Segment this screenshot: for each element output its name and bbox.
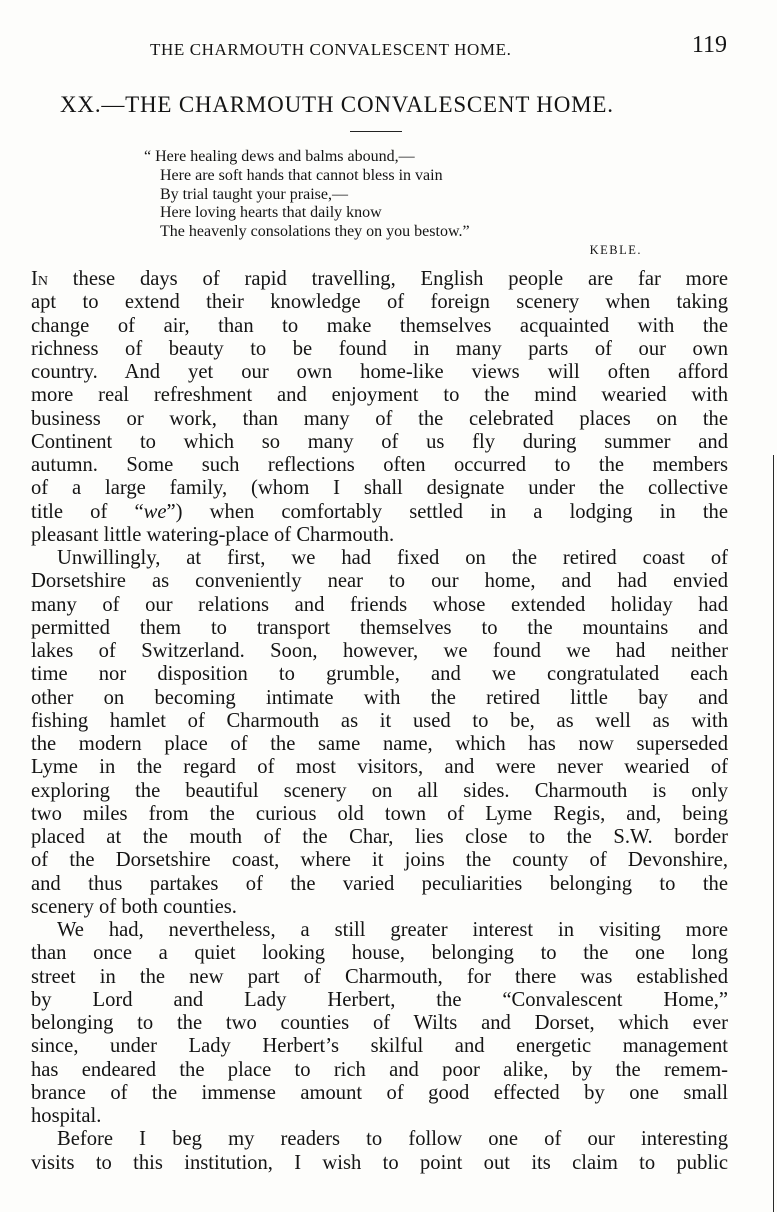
text-line: richness of beauty to be found in many parts of our own — [31, 337, 728, 360]
epigraph-line: “ Here healing dews and balms abound,— — [144, 148, 415, 165]
text-fragment: ”) when comfortably settled in a lodging in the — [166, 500, 728, 523]
text-line: hospital. — [31, 1105, 102, 1127]
text-line: many of our relations and friends whose extended holiday had — [31, 593, 728, 616]
text-line: than once a quiet looking house, belonging to the one long — [31, 942, 728, 965]
text-line: fishing hamlet of Charmouth as it used to be, as well as with — [31, 709, 728, 732]
epigraph-attribution: KEBLE. — [589, 242, 642, 257]
text-line: placed at the mouth of the Char, lies close to the S.W. border — [31, 826, 728, 848]
title-rule — [350, 131, 402, 132]
text-line: has endeared the place to rich and poor alike, by the remem- — [31, 1058, 728, 1081]
text-line: country. And yet our own home-like views will often afford — [31, 361, 728, 383]
text-line: Unwillingly, at first, we had fixed on the retired coast of — [57, 547, 728, 569]
text-line: more real refreshment and enjoyment to the mind wearied with — [31, 384, 728, 407]
text-line: Dorsetshire as conveniently near to our home, and had envied — [31, 570, 728, 593]
text-line: permitted them to transport themselves to the mountains and — [31, 616, 728, 639]
epigraph-line: The heavenly consolations they on you bestow.” — [160, 223, 470, 241]
text-line: Lyme in the regard of most visitors, and were never wearied of — [31, 756, 728, 779]
text-line: change of air, than to make themselves acquainted with the — [31, 314, 728, 337]
text-line: visits to this institution, I wish to point out its claim to public — [31, 1151, 728, 1174]
text-line: exploring the beautiful scenery on all sides. Charmouth is only — [31, 779, 728, 802]
text-line — [31, 268, 728, 291]
text-fragment: title of “ — [31, 500, 144, 523]
paragraph-3 — [31, 919, 728, 1128]
text-line: scenery of both counties. — [31, 895, 237, 918]
text-line: Continent to which so many of us fly during summer and — [31, 430, 728, 453]
text-line: lakes of Switzerland. Soon, however, we found we had neither — [31, 640, 728, 662]
opening-word: In — [31, 268, 48, 290]
text-line: two miles from the curious old town of Lyme Regis, and, being — [31, 802, 728, 825]
text-line: street in the new part of Charmouth, for there was established — [31, 965, 728, 988]
text-line: of the Dorsetshire coast, where it joins the county of Devonshire, — [31, 849, 728, 872]
text-line: of a large family, (whom I shall designate under the collective — [31, 477, 728, 500]
text-line: Before I beg my readers to follow one of our interesting — [57, 1128, 728, 1151]
text-line: by Lord and Lady Herbert, the “Convalescent Home,” — [31, 988, 728, 1011]
text-fragment: these days of rapid travelling, English people are far more — [47, 268, 728, 290]
italic-we: we — [143, 500, 167, 523]
page-edge — [773, 455, 774, 1212]
text-line: autumn. Some such reflections often occurred to the members — [31, 454, 728, 476]
paragraph-2 — [31, 547, 728, 919]
text-line: apt to extend their knowledge of foreign scenery when taking — [31, 291, 728, 314]
text-line — [31, 501, 728, 524]
running-title: THE CHARMOUTH CONVALESCENT HOME. — [150, 40, 512, 59]
text-line: belonging to the two counties of Wilts and Dorset, which ever — [31, 1012, 728, 1034]
text-line: the modern place of the same name, which has now superseded — [31, 733, 728, 755]
text-line: since, under Lady Herbert’s skilful and energetic management — [31, 1035, 728, 1058]
text-line: brance of the immense amount of good effected by one small — [31, 1081, 728, 1104]
chapter-title: XX.—THE CHARMOUTH CONVALESCENT HOME. — [60, 92, 614, 117]
epigraph-line: Here loving hearts that daily know — [160, 204, 382, 222]
text-line: and thus partakes of the varied peculiarities belonging to the — [31, 872, 728, 895]
paragraph-4 — [31, 1128, 728, 1175]
epigraph-line: By trial taught your praise,— — [160, 185, 348, 203]
page-number: 119 — [691, 32, 727, 58]
epigraph — [144, 148, 644, 260]
epigraph-line: Here are soft hands that cannot bless in vain — [160, 166, 443, 184]
text-line: time nor disposition to grumble, and we congratulated each — [31, 663, 728, 686]
text-line: pleasant little watering-place of Charmouth. — [31, 523, 395, 546]
text-line: other on becoming intimate with the retired little bay and — [31, 686, 728, 709]
paragraph-1 — [31, 268, 728, 547]
text-line: We had, nevertheless, a still greater interest in visiting more — [57, 919, 728, 941]
body-text — [31, 268, 728, 1175]
text-line: business or work, than many of the celebrated places on the — [31, 407, 728, 430]
